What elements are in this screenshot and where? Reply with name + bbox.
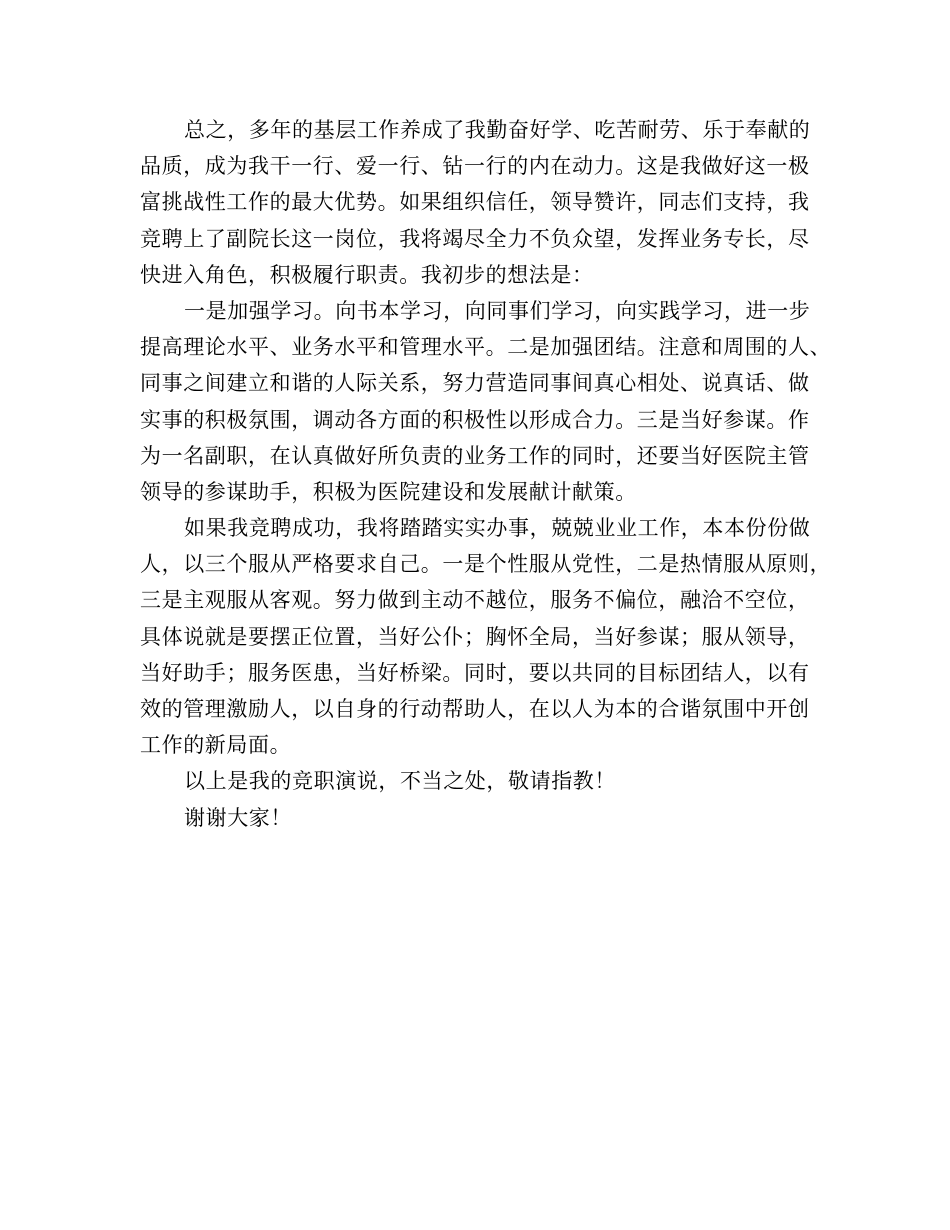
paragraph-1-line-3: 富挑战性工作的最大优势。如果组织信任，领导赞许，同志们支持，我: [140, 190, 810, 215]
paragraph-2-line-3: 同事之间建立和谐的人际关系，努力营造同事间真心相处、说真话、做: [140, 371, 810, 396]
closing-line: 以上是我的竞职演说，不当之处，敬请指教！: [184, 769, 616, 794]
paragraph-1-line-2: 品质，成为我干一行、爱一行、钻一行的内在动力。这是我做好这一极: [140, 154, 810, 179]
paragraph-3-line-7: 工作的新局面。: [140, 733, 292, 758]
paragraph-3-line-5: 当好助手；服务医患，当好桥梁。同时，要以共同的目标团结人，以有: [140, 660, 810, 685]
paragraph-3-line-2: 人，以三个服从严格要求自己。一是个性服从党性，二是热情服从原则，: [140, 552, 832, 577]
paragraph-3-line-4: 具体说就是要摆正位置，当好公仆；胸怀全局，当好参谋；服从领导，: [140, 624, 810, 649]
speech-body: [140, 112, 830, 836]
paragraph-2-line-5: 为一名副职，在认真做好所负责的业务工作的同时，还要当好医院主管: [140, 443, 810, 468]
paragraph-1-line-5: 快进入角色，积极履行职责。我初步的想法是：: [140, 262, 594, 287]
thanks-line: 谢谢大家！: [184, 805, 292, 830]
paragraph-2-line-2: 提高理论水平、业务水平和管理水平。二是加强团结。注意和周围的人、: [140, 335, 832, 360]
paragraph-1-line-1: 总之，多年的基层工作养成了我勤奋好学、吃苦耐劳、乐于奉献的: [184, 118, 811, 142]
paragraph-1-line-4: 竞聘上了副院长这一岗位，我将竭尽全力不负众望，发挥业务专长，尽: [140, 226, 810, 251]
paragraph-3-line-6: 效的管理激励人，以自身的行动帮助人，在以人为本的合谐氛围中开创: [140, 697, 810, 721]
paragraph-3-line-1: 如果我竞聘成功，我将踏踏实实办事，兢兢业业工作，本本份份做: [184, 516, 811, 541]
paragraph-2-line-6: 领导的参谋助手，积极为医院建设和发展献计献策。: [140, 479, 637, 504]
paragraph-3-line-3: 三是主观服从客观。努力做到主动不越位，服务不偏位，融洽不空位，: [140, 588, 810, 613]
paragraph-2-line-4: 实事的积极氛围，调动各方面的积极性以形成合力。三是当好参谋。作: [140, 407, 810, 432]
paragraph-2-line-1: 一是加强学习。向书本学习，向同事们学习，向实践学习，进一步: [184, 298, 811, 323]
